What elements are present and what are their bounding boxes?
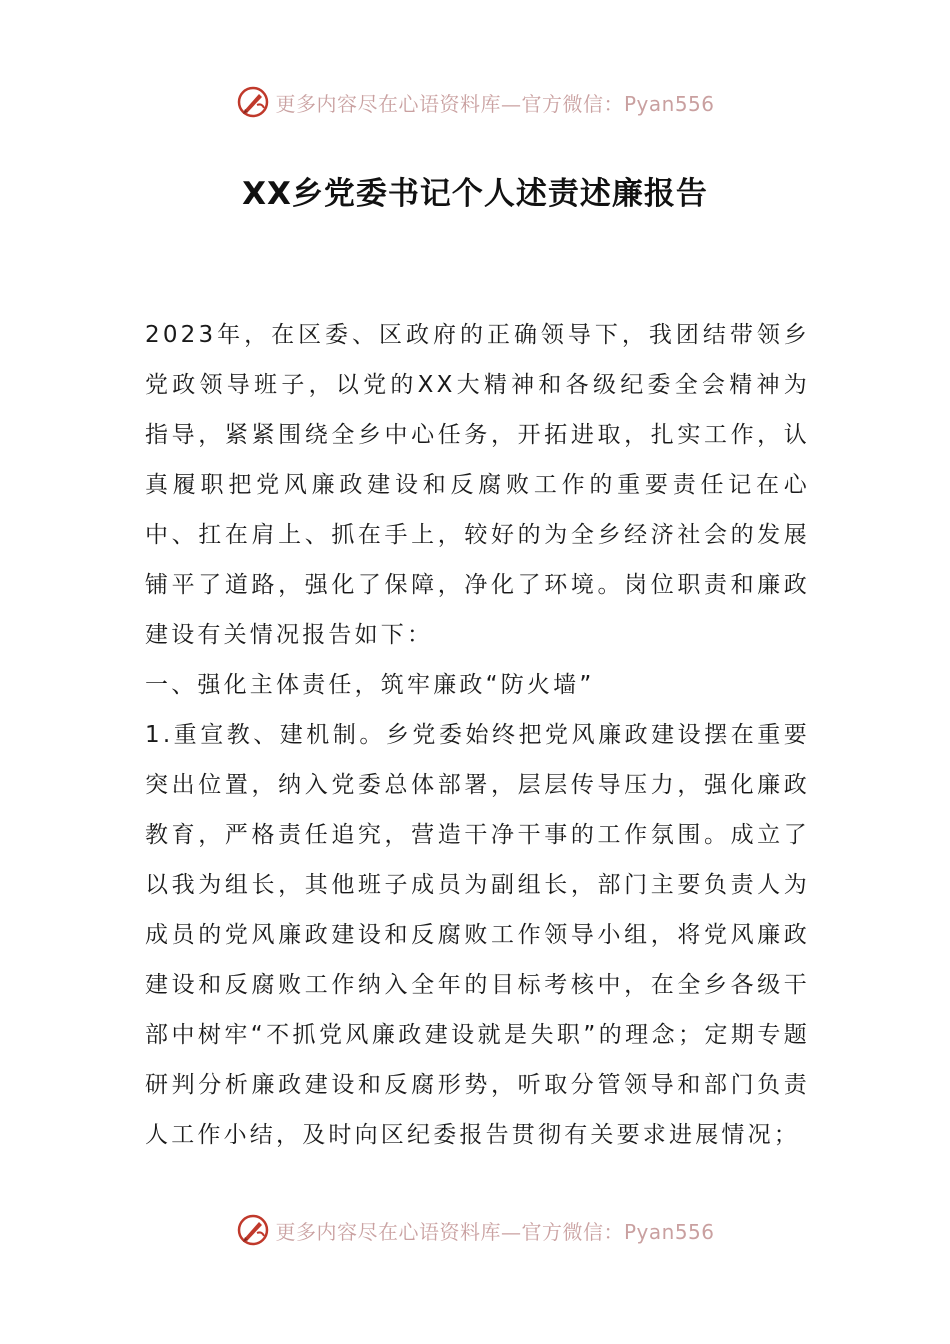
footer-watermark	[0, 1210, 950, 1250]
intro-paragraph: 2023年，在区委、区政府的正确领导下，我团结带领乡党政领导班子，以党的XX大精神和各级纪委全会精神为指导，紧紧围绕全乡中心任务，开拓进取，扎实工作，认真履职把党风廉政建设和反腐败工作的重要责任记在心中、扛在肩上、抓在手上，较好的为全乡经济社会的发展铺平了道路，强化了保障，净化了环境。岗位职责和廉政建设有关情况报告如下：	[145, 322, 810, 648]
header-watermark	[0, 82, 950, 122]
document-title: XX乡党委书记个人述责述廉报告	[242, 176, 708, 212]
section-heading: 一、强化主体责任，筑牢廉政“防火墙”	[145, 672, 595, 698]
pen-logo-icon	[235, 84, 271, 120]
watermark-text: 更多内容尽在心语资料库—官方微信：Pyan556	[275, 1219, 715, 1244]
pen-logo-icon	[235, 1212, 271, 1248]
document-body	[145, 310, 810, 1160]
body-paragraph: 1.重宣教、建机制。乡党委始终把党风廉政建设摆在重要突出位置，纳入党委总体部署，层层传导压力，强化廉政教育，严格责任追究，营造干净干事的工作氛围。成立了以我为组长，其他班子成员为副组长，部门主要负责人为成员的党风廉政建设和反腐败工作领导小组，将党风廉政建设和反腐败工作纳入全年的目标考核中，在全乡各级干部中树牢“不抓党风廉政建设就是失职”的理念；定期专题研判分析廉政建设和反腐形势，听取分管领导和部门负责人工作小结，及时向区纪委报告贯彻有关要求进展情况；	[145, 722, 810, 1148]
watermark-text: 更多内容尽在心语资料库—官方微信：Pyan556	[275, 91, 715, 116]
